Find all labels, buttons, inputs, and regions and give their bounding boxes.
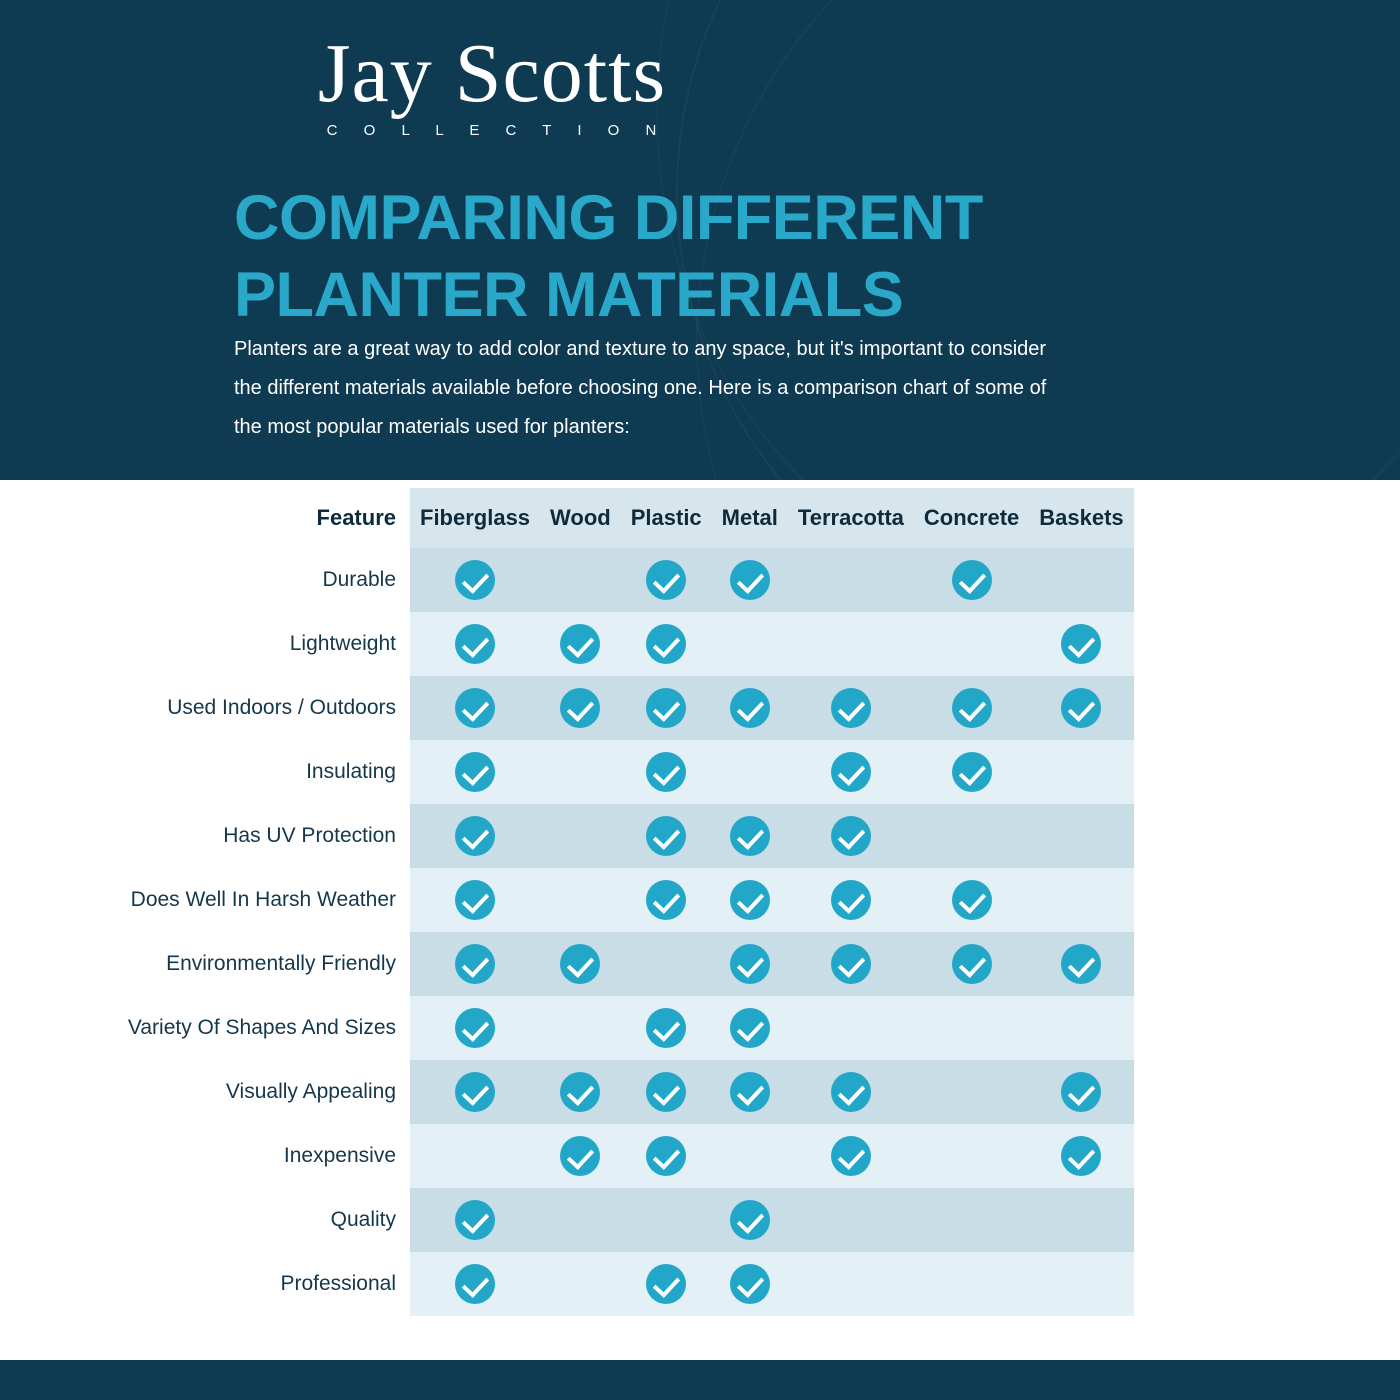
cell-terracotta — [788, 1060, 914, 1124]
empty-marker — [730, 622, 770, 662]
empty-marker — [952, 1006, 992, 1046]
check-icon — [952, 752, 992, 792]
cell-wood — [540, 932, 621, 996]
empty-marker — [831, 1198, 871, 1238]
empty-marker — [952, 814, 992, 854]
cell-concrete — [914, 932, 1029, 996]
empty-marker — [1061, 1198, 1101, 1238]
check-icon — [831, 1072, 871, 1112]
cell-plastic — [621, 932, 712, 996]
brand-name: Jay Scotts — [317, 27, 667, 120]
row-label: Quality — [56, 1188, 410, 1252]
cell-baskets — [1029, 804, 1133, 868]
cell-metal — [712, 932, 788, 996]
column-header-plastic: Plastic — [621, 488, 712, 548]
check-icon — [646, 752, 686, 792]
cell-metal — [712, 1060, 788, 1124]
column-header-baskets: Baskets — [1029, 488, 1133, 548]
cell-baskets — [1029, 548, 1133, 612]
cell-wood — [540, 1252, 621, 1316]
cell-fiberglass — [410, 676, 540, 740]
table-row — [56, 676, 1134, 740]
empty-marker — [560, 814, 600, 854]
cell-plastic — [621, 1124, 712, 1188]
cell-terracotta — [788, 1188, 914, 1252]
row-label: Used Indoors / Outdoors — [56, 676, 410, 740]
table-row — [56, 1188, 1134, 1252]
cell-metal — [712, 1124, 788, 1188]
check-icon — [646, 1008, 686, 1048]
cell-wood — [540, 548, 621, 612]
cell-wood — [540, 868, 621, 932]
check-icon — [1061, 688, 1101, 728]
cell-plastic — [621, 676, 712, 740]
check-icon — [730, 816, 770, 856]
header-banner — [0, 0, 1400, 480]
check-icon — [455, 560, 495, 600]
cell-metal — [712, 548, 788, 612]
empty-marker — [1061, 1262, 1101, 1302]
cell-plastic — [621, 612, 712, 676]
cell-metal — [712, 676, 788, 740]
row-label: Professional — [56, 1252, 410, 1316]
check-icon — [730, 1200, 770, 1240]
cell-baskets — [1029, 996, 1133, 1060]
cell-terracotta — [788, 804, 914, 868]
empty-marker — [952, 1262, 992, 1302]
column-header-feature: Feature — [56, 488, 410, 548]
cell-terracotta — [788, 1124, 914, 1188]
cell-terracotta — [788, 868, 914, 932]
check-icon — [1061, 1072, 1101, 1112]
empty-marker — [831, 1262, 871, 1302]
empty-marker — [952, 622, 992, 662]
cell-fiberglass — [410, 1060, 540, 1124]
table-row — [56, 548, 1134, 612]
empty-marker — [1061, 558, 1101, 598]
cell-concrete — [914, 740, 1029, 804]
cell-metal — [712, 612, 788, 676]
brand-subtitle: C O L L E C T I O N — [326, 122, 668, 140]
empty-marker — [952, 1070, 992, 1110]
table-row — [56, 932, 1134, 996]
empty-marker — [831, 558, 871, 598]
check-icon — [560, 944, 600, 984]
check-icon — [831, 816, 871, 856]
comparison-table — [56, 488, 1134, 1316]
cell-baskets — [1029, 740, 1133, 804]
check-icon — [455, 752, 495, 792]
column-header-wood: Wood — [540, 488, 621, 548]
cell-concrete — [914, 1060, 1029, 1124]
row-label: Lightweight — [56, 612, 410, 676]
table-header-row — [56, 488, 1134, 548]
cell-terracotta — [788, 1252, 914, 1316]
cell-fiberglass — [410, 996, 540, 1060]
cell-wood — [540, 740, 621, 804]
cell-baskets — [1029, 1060, 1133, 1124]
cell-terracotta — [788, 740, 914, 804]
check-icon — [646, 1264, 686, 1304]
check-icon — [730, 1008, 770, 1048]
empty-marker — [1061, 814, 1101, 854]
empty-marker — [560, 878, 600, 918]
check-icon — [1061, 944, 1101, 984]
check-icon — [646, 1136, 686, 1176]
cell-wood — [540, 804, 621, 868]
cell-plastic — [621, 996, 712, 1060]
cell-concrete — [914, 612, 1029, 676]
check-icon — [455, 880, 495, 920]
check-icon — [831, 688, 871, 728]
cell-metal — [712, 996, 788, 1060]
column-header-concrete: Concrete — [914, 488, 1029, 548]
empty-marker — [1061, 750, 1101, 790]
empty-marker — [831, 1006, 871, 1046]
empty-marker — [560, 1006, 600, 1046]
cell-concrete — [914, 548, 1029, 612]
cell-terracotta — [788, 932, 914, 996]
check-icon — [952, 688, 992, 728]
check-icon — [455, 1264, 495, 1304]
cell-concrete — [914, 676, 1029, 740]
empty-marker — [952, 1198, 992, 1238]
column-header-metal: Metal — [712, 488, 788, 548]
column-header-terracotta: Terracotta — [788, 488, 914, 548]
check-icon — [646, 688, 686, 728]
check-icon — [560, 624, 600, 664]
cell-baskets — [1029, 1252, 1133, 1316]
empty-marker — [455, 1134, 495, 1174]
cell-terracotta — [788, 996, 914, 1060]
cell-concrete — [914, 804, 1029, 868]
cell-metal — [712, 1252, 788, 1316]
cell-plastic — [621, 548, 712, 612]
cell-wood — [540, 1188, 621, 1252]
check-icon — [831, 944, 871, 984]
cell-fiberglass — [410, 548, 540, 612]
cell-fiberglass — [410, 740, 540, 804]
check-icon — [831, 880, 871, 920]
check-icon — [455, 1008, 495, 1048]
cell-wood — [540, 676, 621, 740]
check-icon — [730, 560, 770, 600]
cell-plastic — [621, 804, 712, 868]
check-icon — [952, 560, 992, 600]
empty-marker — [1061, 878, 1101, 918]
cell-baskets — [1029, 1124, 1133, 1188]
check-icon — [560, 1072, 600, 1112]
check-icon — [952, 944, 992, 984]
cell-fiberglass — [410, 1252, 540, 1316]
empty-marker — [730, 750, 770, 790]
page-title: COMPARING DIFFERENT PLANTER MATERIALS — [234, 183, 983, 330]
check-icon — [831, 1136, 871, 1176]
table-row — [56, 740, 1134, 804]
empty-marker — [560, 558, 600, 598]
check-icon — [455, 688, 495, 728]
table-row — [56, 996, 1134, 1060]
empty-marker — [1061, 1006, 1101, 1046]
cell-baskets — [1029, 932, 1133, 996]
row-label: Has UV Protection — [56, 804, 410, 868]
empty-marker — [952, 1134, 992, 1174]
cell-plastic — [621, 868, 712, 932]
comparison-table-container — [0, 480, 1400, 1360]
empty-marker — [730, 1134, 770, 1174]
check-icon — [730, 944, 770, 984]
cell-concrete — [914, 1124, 1029, 1188]
check-icon — [455, 1200, 495, 1240]
cell-plastic — [621, 1252, 712, 1316]
row-label: Variety Of Shapes And Sizes — [56, 996, 410, 1060]
page-subtitle: Planters are a great way to add color and texture to any space, but it's important to consider the different materials available before choosing one. Here is a comparison chart of some of the most popular materials used for planters: — [234, 338, 1047, 438]
table-row — [56, 1252, 1134, 1316]
check-icon — [646, 880, 686, 920]
table-row — [56, 612, 1134, 676]
cell-terracotta — [788, 676, 914, 740]
cell-wood — [540, 996, 621, 1060]
check-icon — [455, 816, 495, 856]
empty-marker — [646, 942, 686, 982]
check-icon — [1061, 1136, 1101, 1176]
check-icon — [646, 560, 686, 600]
cell-fiberglass — [410, 612, 540, 676]
check-icon — [730, 688, 770, 728]
row-label: Does Well In Harsh Weather — [56, 868, 410, 932]
check-icon — [831, 752, 871, 792]
empty-marker — [560, 750, 600, 790]
table-row — [56, 804, 1134, 868]
table-row — [56, 1060, 1134, 1124]
cell-metal — [712, 868, 788, 932]
row-label: Insulating — [56, 740, 410, 804]
row-label: Visually Appealing — [56, 1060, 410, 1124]
empty-marker — [560, 1198, 600, 1238]
cell-fiberglass — [410, 804, 540, 868]
check-icon — [646, 1072, 686, 1112]
cell-concrete — [914, 868, 1029, 932]
check-icon — [560, 1136, 600, 1176]
cell-fiberglass — [410, 1188, 540, 1252]
table-row — [56, 868, 1134, 932]
footer-bar — [0, 1360, 1400, 1400]
cell-wood — [540, 1124, 621, 1188]
row-label: Environmentally Friendly — [56, 932, 410, 996]
cell-concrete — [914, 996, 1029, 1060]
cell-baskets — [1029, 676, 1133, 740]
brand-logo — [232, 27, 752, 140]
column-header-fiberglass: Fiberglass — [410, 488, 540, 548]
cell-metal — [712, 1188, 788, 1252]
check-icon — [455, 624, 495, 664]
cell-concrete — [914, 1188, 1029, 1252]
check-icon — [560, 688, 600, 728]
cell-plastic — [621, 740, 712, 804]
check-icon — [455, 1072, 495, 1112]
check-icon — [455, 944, 495, 984]
cell-metal — [712, 740, 788, 804]
cell-baskets — [1029, 612, 1133, 676]
check-icon — [952, 880, 992, 920]
cell-terracotta — [788, 612, 914, 676]
cell-plastic — [621, 1060, 712, 1124]
cell-wood — [540, 612, 621, 676]
check-icon — [730, 1072, 770, 1112]
cell-wood — [540, 1060, 621, 1124]
cell-baskets — [1029, 868, 1133, 932]
cell-baskets — [1029, 1188, 1133, 1252]
cell-concrete — [914, 1252, 1029, 1316]
cell-metal — [712, 804, 788, 868]
cell-plastic — [621, 1188, 712, 1252]
check-icon — [1061, 624, 1101, 664]
row-label: Inexpensive — [56, 1124, 410, 1188]
cell-fiberglass — [410, 1124, 540, 1188]
table-row — [56, 1124, 1134, 1188]
cell-fiberglass — [410, 932, 540, 996]
cell-terracotta — [788, 548, 914, 612]
empty-marker — [831, 622, 871, 662]
empty-marker — [646, 1198, 686, 1238]
check-icon — [646, 816, 686, 856]
check-icon — [646, 624, 686, 664]
check-icon — [730, 1264, 770, 1304]
check-icon — [730, 880, 770, 920]
row-label: Durable — [56, 548, 410, 612]
cell-fiberglass — [410, 868, 540, 932]
empty-marker — [560, 1262, 600, 1302]
